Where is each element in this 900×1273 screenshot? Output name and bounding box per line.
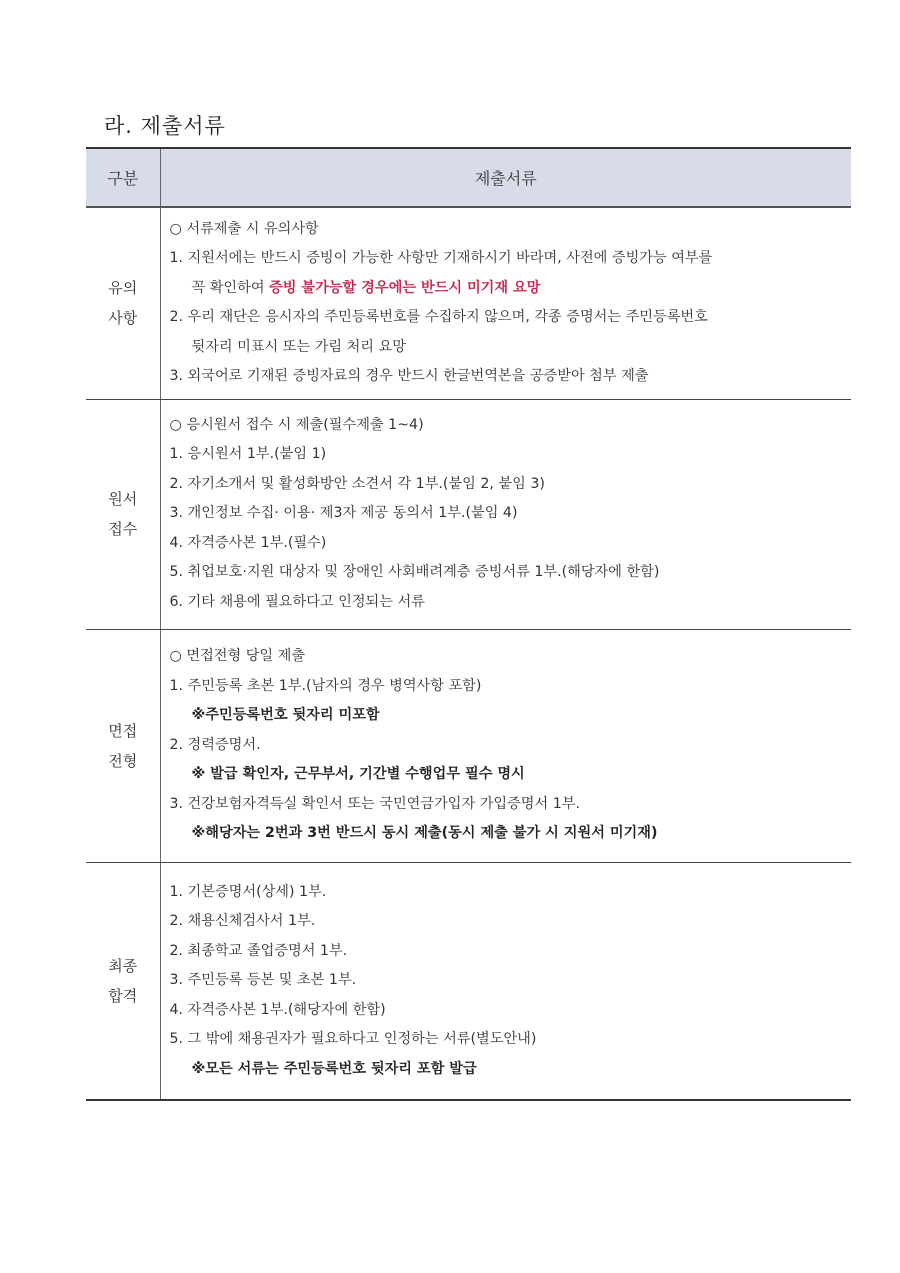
category-cell-application xyxy=(86,399,160,629)
documents-cell-final xyxy=(160,862,851,1100)
category-label: 합격 xyxy=(108,986,138,1005)
category-label: 사항 xyxy=(108,309,138,328)
note-item: ※모든 서류는 주민등록번호 뒷자리 포함 발급 xyxy=(191,1060,477,1077)
documents-column-header: 제출서류 xyxy=(160,148,851,207)
list-item: 2. 채용신체검사서 1부. xyxy=(169,913,316,929)
category-label: 원서 xyxy=(108,490,138,508)
page-title: 라. 제출서류 xyxy=(104,114,226,138)
list-item: 3. 개인정보 수집· 이용· 제3자 제공 동의서 1부.(붙임 4) xyxy=(169,505,518,522)
category-cell-notes xyxy=(86,207,160,399)
list-item: 3. 주민등록 등본 및 초본 1부. xyxy=(169,972,357,988)
list-item: 5. 그 밖에 채용권자가 필요하다고 인정하는 서류(별도안내) xyxy=(169,1031,537,1047)
documents-cell-interview xyxy=(160,629,851,862)
list-item: 4. 자격증사본 1부.(해당자에 한함) xyxy=(169,1001,386,1018)
list-item: 2. 최종학교 졸업증명서 1부. xyxy=(169,942,348,959)
note-item: ※ 발급 확인자, 근무부서, 기간별 수행업무 필수 명시 xyxy=(191,766,525,783)
category-label: 전형 xyxy=(108,751,138,770)
category-cell-final xyxy=(86,862,160,1100)
category-label: 최종 xyxy=(108,956,138,975)
note-item: ※해당자는 2번과 3번 반드시 동시 제출(동시 제출 불가 시 지원서 미기재) xyxy=(191,825,658,842)
list-item: 3. 외국어로 기재된 증빙자료의 경우 반드시 한글번역본을 공증받아 첨부 제출 xyxy=(169,368,649,385)
table-row-notes xyxy=(86,207,851,399)
list-item: 1. 주민등록 초본 1부.(남자의 경우 병역사항 포함) xyxy=(169,677,482,694)
list-item: 뒷자리 미표시 또는 가림 처리 요망 xyxy=(191,338,406,355)
list-item: 6. 기타 채용에 필요하다고 인정되는 서류 xyxy=(169,593,425,610)
section-heading: ○ 면접전형 당일 제출 xyxy=(169,648,306,665)
documents-cell-application xyxy=(160,399,851,629)
list-item: 2. 자기소개서 및 활성화방안 소견서 각 1부.(붙임 2, 붙임 3) xyxy=(169,475,545,492)
section-heading: ○ 서류제출 시 유의사항 xyxy=(169,220,319,237)
table-row-interview xyxy=(86,629,851,862)
category-label: 접수 xyxy=(108,520,138,538)
table-header-row xyxy=(86,148,851,207)
table-row-application xyxy=(86,399,851,629)
section-heading: ○ 응시원서 접수 시 제출(필수제출 1~4) xyxy=(169,416,424,433)
list-item: 1. 지원서에는 반드시 증빙이 가능한 사항만 기재하시기 바라며, 사전에 증빙가능 여부를 xyxy=(169,250,713,267)
item-text: 꼭 확인하여 xyxy=(191,279,270,296)
category-label: 면접 xyxy=(108,721,138,740)
list-item: 5. 취업보호·지원 대상자 및 장애인 사회배려계층 증빙서류 1부.(해당자에 한함) xyxy=(169,564,660,581)
list-item xyxy=(170,274,841,304)
list-item: 2. 우리 재단은 응시자의 주민등록번호를 수집하지 않으며, 각종 증명서는 주민등록번호 xyxy=(169,309,708,326)
list-item: 2. 경력증명서. xyxy=(169,736,261,753)
list-item: 4. 자격증사본 1부.(필수) xyxy=(169,534,327,551)
category-label: 유의 xyxy=(108,279,138,298)
table-row-final xyxy=(86,862,851,1100)
list-item: 1. 응시원서 1부.(붙임 1) xyxy=(169,446,327,463)
category-column-header: 구분 xyxy=(86,148,160,207)
note-item: ※주민등록번호 뒷자리 미포함 xyxy=(191,707,380,724)
documents-cell-notes xyxy=(160,207,851,399)
category-cell-interview xyxy=(86,629,160,862)
list-item: 3. 건강보험자격득실 확인서 또는 국민연금가입자 가입증명서 1부. xyxy=(169,795,580,812)
list-item: 1. 기본증명서(상세) 1부. xyxy=(169,883,327,900)
submission-documents-table xyxy=(86,147,851,1101)
warning-text: 증빙 불가능할 경우에는 반드시 미기재 요망 xyxy=(269,279,541,296)
